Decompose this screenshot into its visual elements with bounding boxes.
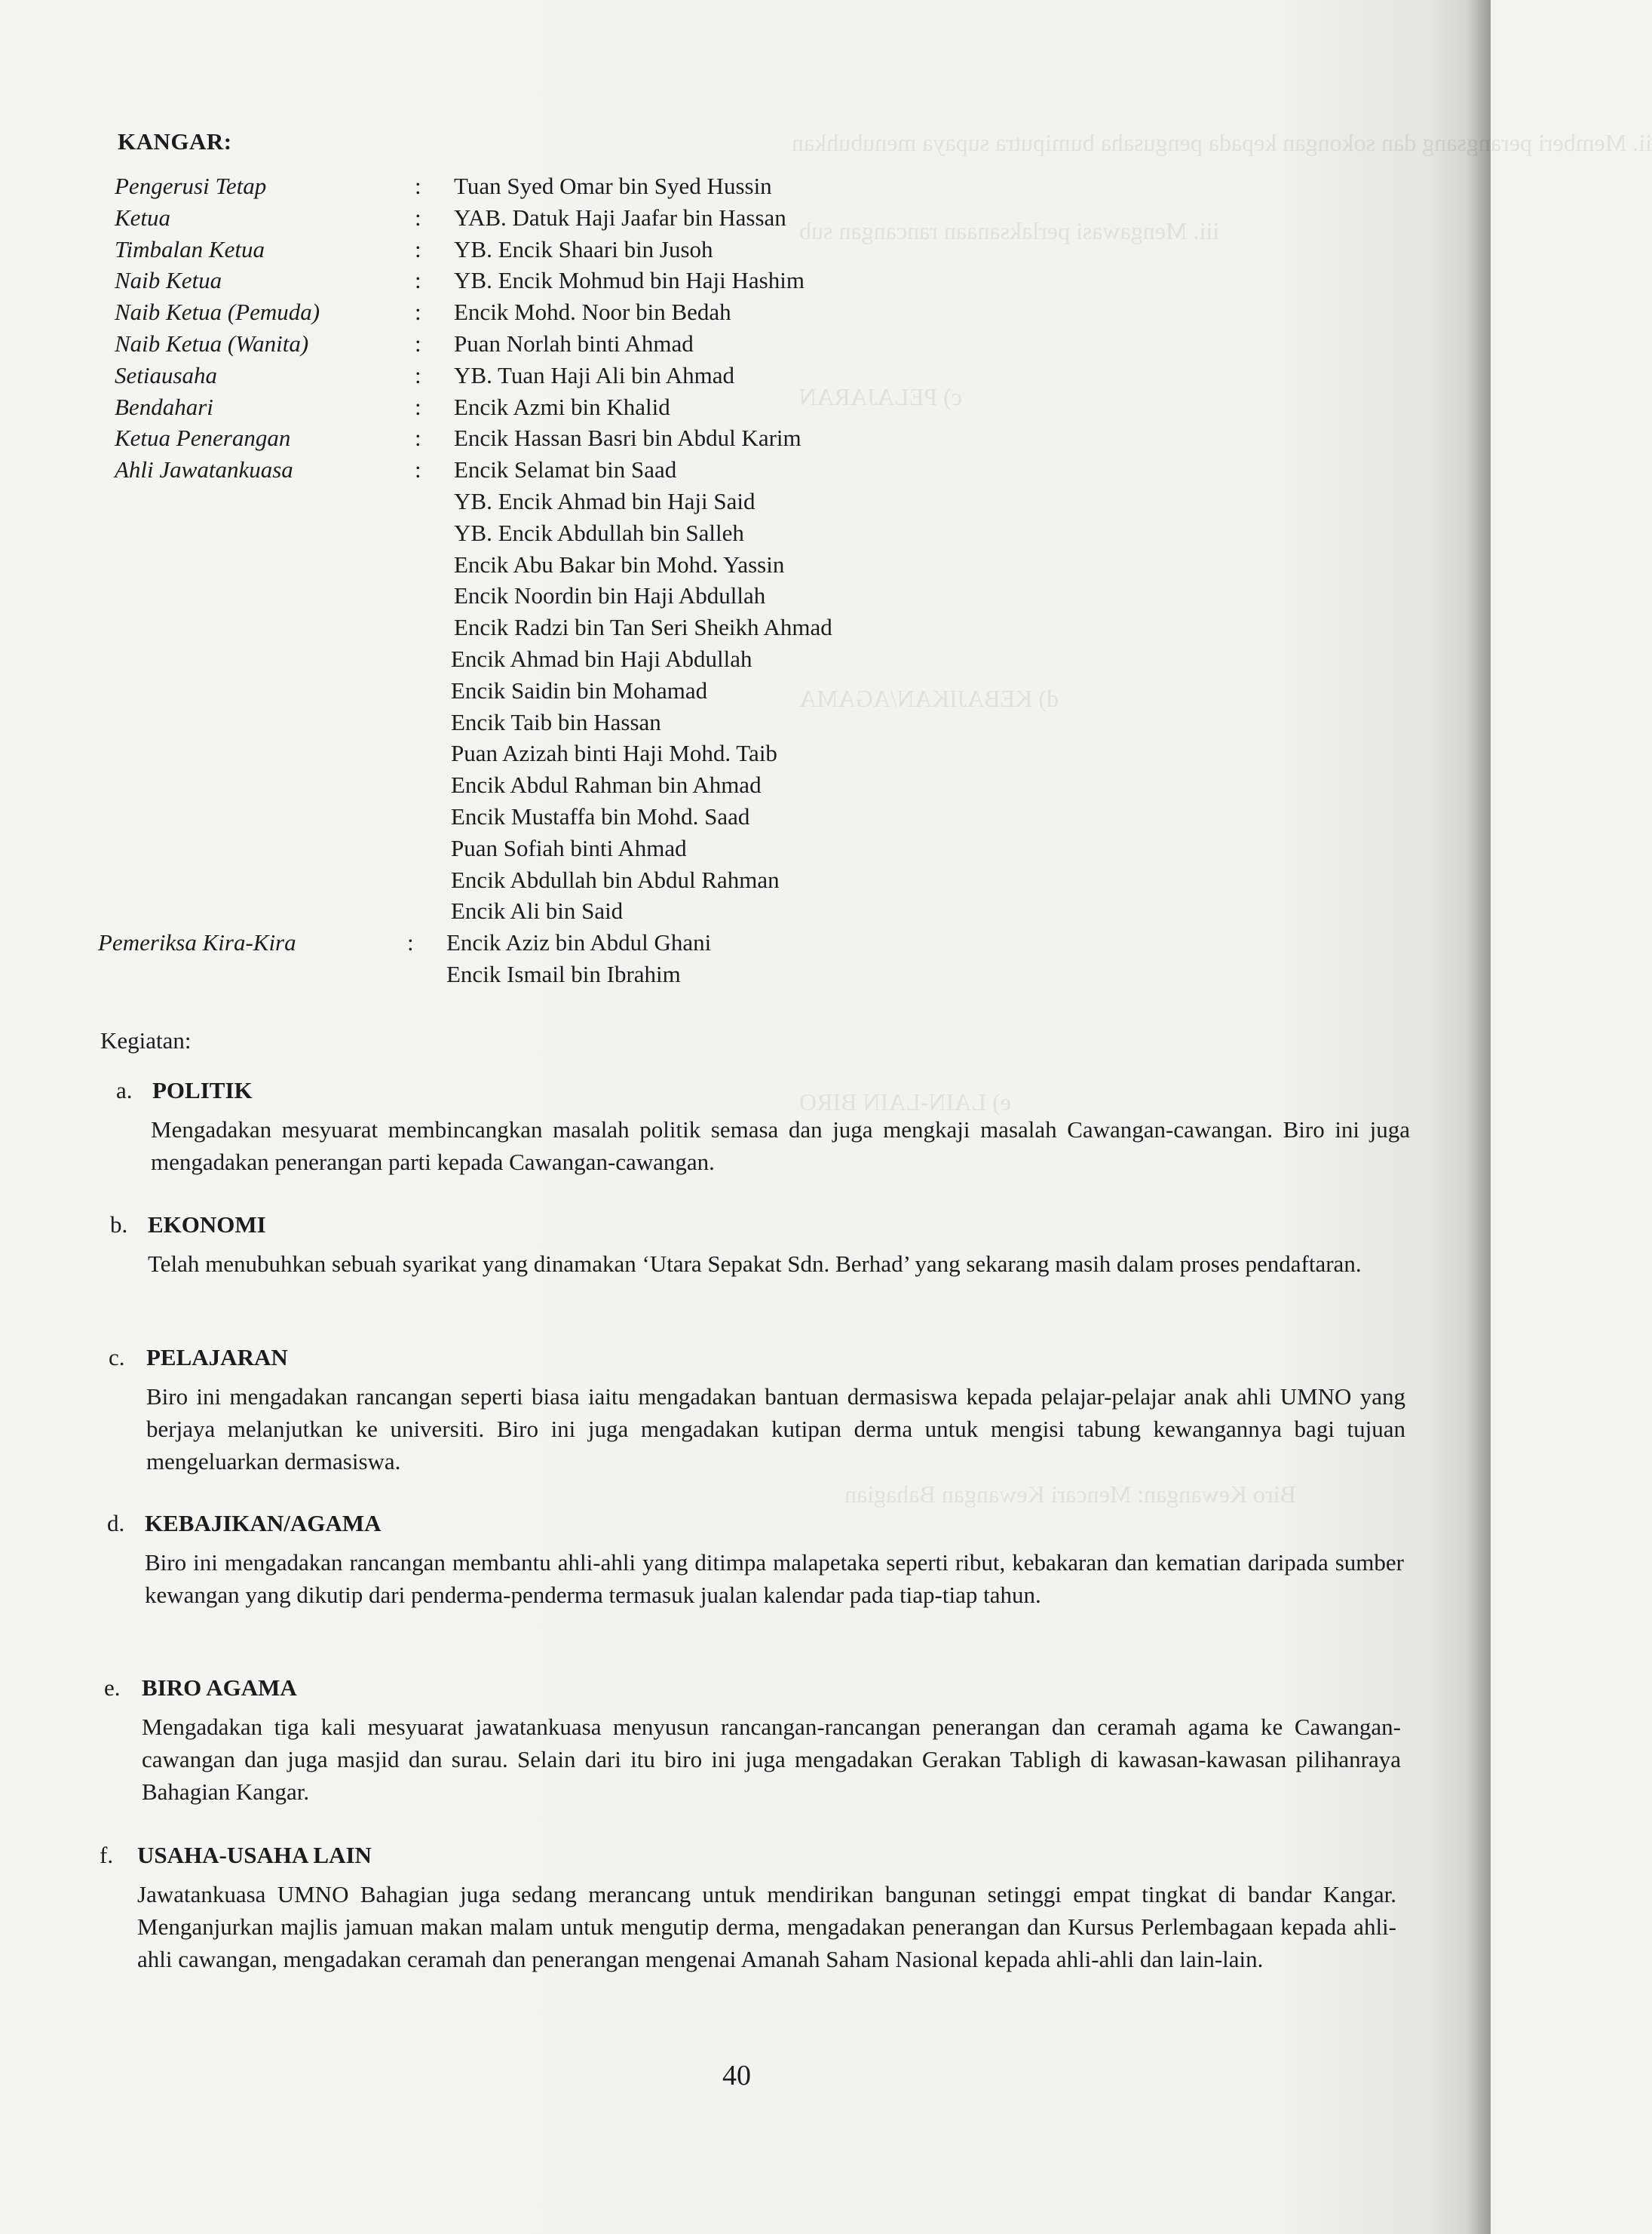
committee-row <box>0 612 980 643</box>
committee-name: Encik Selamat bin Saad <box>454 456 677 483</box>
section-title <box>98 1507 1395 1540</box>
committee-name: Encik Taib bin Hassan <box>451 708 661 735</box>
committee-colon: : <box>415 456 421 483</box>
committee-row <box>0 454 980 486</box>
committee-row <box>0 643 977 675</box>
section-biro-agama <box>98 1671 1401 1808</box>
committee-colon: : <box>415 235 421 262</box>
section-label: USAHA-USAHA LAIN <box>137 1842 372 1868</box>
committee-name: Encik Ali bin Said <box>451 898 624 925</box>
section-letter: d. <box>107 1510 125 1536</box>
committee-name: Tuan Syed Omar bin Syed Hussin <box>454 173 772 199</box>
committee-role: Timbalan Ketua <box>115 235 265 262</box>
committee-colon: : <box>415 330 421 357</box>
bleed-through-text: e) LAIN-LAIN BIRO <box>799 1088 1011 1115</box>
committee-row <box>0 328 980 360</box>
committee-role: Bendahari <box>115 393 213 420</box>
bleed-through-text: ii. Memberi perangsang dan sokongan kepada pengusaha bumiputra supaya menubuhkan <box>792 129 1652 156</box>
section-title <box>98 1074 1395 1107</box>
committee-name: YB. Encik Mohmud bin Haji Hashim <box>454 267 805 294</box>
committee-row <box>0 769 977 801</box>
section-body: Mengadakan mesyuarat membincangkan masalah politik semasa dan juga mengkaji masalah Cawangan-cawangan. Biro ini juga mengadakan penerangan parti kepada Cawangan-cawangan. <box>151 1116 1410 1175</box>
section-body: Mengadakan tiga kali mesyuarat jawatankuasa menyusun rancangan-rancangan penerangan dan ceramah agama ke Cawangan-cawangan dan juga masjid dan surau. Selain dari itu biro ini juga mengadakan Gerakan Tabligh di kawasan-kawasan pilihanraya Bahagian Kangar. <box>142 1714 1401 1805</box>
committee-name: Encik Azmi bin Khalid <box>454 393 670 420</box>
committee-row <box>0 296 980 328</box>
section-title <box>98 1839 1395 1872</box>
committee-name: Encik Noordin bin Haji Abdullah <box>454 582 766 609</box>
committee-row <box>0 738 977 769</box>
bleed-through-text: Biro Kewangan: Mencari Kewangan Bahagian <box>844 1481 1296 1508</box>
section-usaha-usaha-lain <box>98 1839 1395 1975</box>
committee-row <box>0 517 980 549</box>
committee-row <box>0 801 977 833</box>
committee-row <box>0 833 977 864</box>
committee-role: Setiausaha <box>115 361 218 388</box>
committee-name: Puan Azizah binti Haji Mohd. Taib <box>451 740 777 767</box>
committee-row <box>0 170 980 202</box>
committee-name: Encik Saidin bin Mohamad <box>451 677 708 704</box>
committee-role: Ahli Jawatankuasa <box>115 456 293 483</box>
section-label: KEBAJIKAN/AGAMA <box>145 1510 382 1536</box>
section-label: BIRO AGAMA <box>142 1674 297 1701</box>
committee-name: Encik Aziz bin Abdul Ghani <box>446 929 712 956</box>
committee-name: Puan Norlah binti Ahmad <box>454 330 694 357</box>
section-ekonomi <box>98 1208 1395 1280</box>
committee-role: Pemeriksa Kira-Kira <box>98 929 296 956</box>
committee-row <box>0 864 977 896</box>
committee-row <box>0 580 980 612</box>
committee-row <box>0 422 980 454</box>
committee-colon: : <box>415 267 421 294</box>
committee-role: Naib Ketua (Wanita) <box>115 330 309 357</box>
committee-name: YB. Encik Abdullah bin Salleh <box>454 519 744 546</box>
committee-role: Ketua Penerangan <box>115 425 291 452</box>
section-label: PELAJARAN <box>146 1344 288 1370</box>
section-letter: c. <box>109 1344 125 1370</box>
bleed-through-text: d) KEBAJIKAN/AGAMA <box>799 685 1059 712</box>
committee-colon: : <box>415 204 421 231</box>
committee-colon: : <box>415 299 421 326</box>
committee-row <box>0 927 973 959</box>
page-edge-shadow <box>1465 0 1491 2234</box>
section-kebajikan-agama <box>98 1507 1404 1611</box>
section-letter: e. <box>104 1674 121 1701</box>
committee-name: Encik Mohd. Noor bin Bedah <box>454 299 731 326</box>
section-letter: b. <box>110 1211 128 1238</box>
committee-row <box>0 202 980 234</box>
committee-name: YB. Encik Ahmad bin Haji Said <box>454 488 756 514</box>
committee-name: YB. Tuan Haji Ali bin Ahmad <box>454 361 735 388</box>
committee-name: YB. Encik Shaari bin Jusoh <box>454 235 713 262</box>
committee-row <box>0 265 980 296</box>
section-politik <box>98 1074 1410 1178</box>
committee-colon: : <box>407 929 414 956</box>
committee-name: Encik Ismail bin Ibrahim <box>446 961 681 987</box>
section-body: Jawatankuasa UMNO Bahagian juga sedang merancang untuk mendirikan bangunan setinggi empat tingkat di bandar Kangar. Menganjurkan majlis jamuan makan malam untuk mengutip derma, mengadakan penerangan dan Kursus Perlembagaan kepada ahli-ahli cawangan, mengadakan ceramah dan penerangan mengenai Amanah Saham Nasional kepada ahli-ahli dan lain-lain. <box>137 1881 1396 1972</box>
committee-role: Naib Ketua <box>115 267 222 294</box>
section-body: Biro ini mengadakan rancangan membantu ahli-ahli yang ditimpa malapetaka seperti ribut, kebakaran dan kematian daripada sumber kewangan yang dikutip dari penderma-penderma termasuk jualan kalendar pada tiap-tiap tahun. <box>145 1549 1404 1608</box>
committee-colon: : <box>415 425 421 452</box>
activities-heading: Kegiatan: <box>100 1027 192 1054</box>
committee-name: Encik Abu Bakar bin Mohd. Yassin <box>454 551 785 578</box>
committee-role: Ketua <box>115 204 171 231</box>
committee-name: Encik Hassan Basri bin Abdul Karim <box>454 425 801 452</box>
section-body: Biro ini mengadakan rancangan seperti biasa iaitu mengadakan bantuan dermasiswa kepada pelajar-pelajar anak ahli UMNO yang berjaya melanjutkan ke universiti. Biro ini juga mengadakan kutipan derma untuk mengisi tabung kewangannya bagi tujuan mengeluarkan dermasiswa. <box>146 1383 1405 1475</box>
committee-role: Naib Ketua (Pemuda) <box>115 299 320 326</box>
section-title <box>98 1341 1395 1374</box>
section-body: Telah menubuhkan sebuah syarikat yang dinamakan ‘Utara Sepakat Sdn. Berhad’ yang sekarang masih dalam proses pendaftaran. <box>148 1250 1362 1277</box>
committee-name: Encik Abdul Rahman bin Ahmad <box>451 772 762 799</box>
section-title <box>98 1671 1395 1705</box>
committee-name: Encik Ahmad bin Haji Abdullah <box>451 646 752 672</box>
bleed-through-text: c) PELAJARAN <box>799 383 962 410</box>
section-label: EKONOMI <box>148 1211 266 1238</box>
committee-colon: : <box>415 173 421 199</box>
bleed-through-text: iii. Mengawasi perlaksanaan rancangan sub <box>799 217 1220 244</box>
committee-row <box>0 486 980 517</box>
section-pelajaran <box>98 1341 1405 1478</box>
committee-role: Pengerusi Tetap <box>115 173 267 199</box>
committee-name: Encik Radzi bin Tan Seri Sheikh Ahmad <box>454 614 832 641</box>
committee-colon: : <box>415 361 421 388</box>
committee-row <box>0 959 973 990</box>
committee-row <box>0 707 977 738</box>
committee-name: Encik Mustaffa bin Mohd. Saad <box>451 803 750 830</box>
page-number: 40 <box>722 2060 751 2091</box>
committee-row <box>0 675 977 707</box>
committee-name: Puan Sofiah binti Ahmad <box>451 834 687 861</box>
committee-row <box>0 895 977 927</box>
committee-row <box>0 391 980 423</box>
branch-heading: KANGAR: <box>118 128 232 155</box>
committee-row <box>0 360 980 391</box>
committee-row <box>0 549 980 581</box>
committee-colon: : <box>415 393 421 420</box>
section-letter: a. <box>116 1077 133 1103</box>
committee-row <box>0 234 980 265</box>
section-title <box>98 1208 1395 1241</box>
committee-name: Encik Abdullah bin Abdul Rahman <box>451 866 780 893</box>
section-label: POLITIK <box>152 1077 253 1103</box>
section-letter: f. <box>100 1842 114 1868</box>
committee-name: YAB. Datuk Haji Jaafar bin Hassan <box>454 204 786 231</box>
